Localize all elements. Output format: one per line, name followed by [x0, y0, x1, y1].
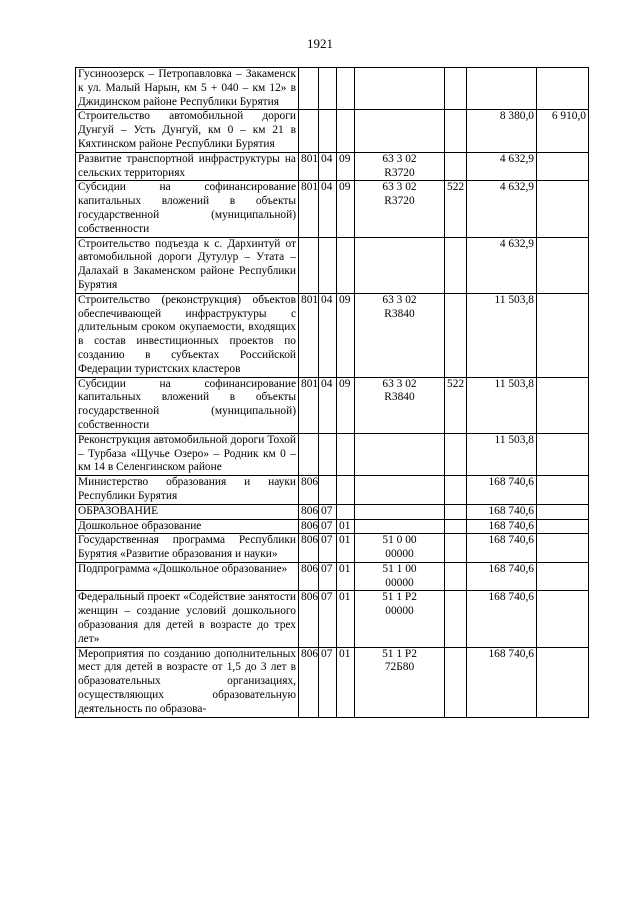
amount-year-1: 4 632,9: [467, 181, 537, 237]
expense-type-code: [445, 504, 467, 519]
target-article-part2: 00000: [385, 605, 414, 618]
target-article-part2: R3720: [384, 166, 415, 179]
amount-year-1: 4 632,9: [467, 237, 537, 293]
amount-year-1: 168 740,6: [467, 591, 537, 647]
amount-year-1: 168 740,6: [467, 519, 537, 534]
subsection-code: 01: [337, 534, 355, 563]
section-code: 04: [319, 293, 337, 377]
target-article-part2: 72Б80: [384, 661, 415, 674]
item-name: Федеральный проект «Содействие занятости женщин – создание условий дошкольного образования для детей в возрасте до трех лет»: [76, 591, 299, 647]
expense-type-code: [445, 534, 467, 563]
amount-year-2: 6 910,0: [537, 110, 589, 152]
table-row: [76, 68, 589, 110]
table-row: [76, 293, 589, 377]
section-code: 07: [319, 534, 337, 563]
table-row: [76, 110, 589, 152]
target-article-part2: R3720: [384, 195, 415, 208]
amount-year-1: 168 740,6: [467, 504, 537, 519]
subsection-code: [337, 476, 355, 505]
target-article-part1: 51 1 00: [382, 562, 417, 575]
target-article-part1: 51 1 P2: [382, 647, 417, 660]
section-code: [319, 110, 337, 152]
item-name: Субсидии на софинансирование капитальных вложений в объекты государственной (муниципальной) собственности: [76, 377, 299, 433]
section-code: [319, 433, 337, 475]
expense-type-code: [445, 591, 467, 647]
grbs-code: 806: [299, 504, 319, 519]
table-row: [76, 377, 589, 433]
item-name: Строительство (реконструкция) объектов обеспечивающей инфраструктуры с длительным сроком окупаемости, входящих в состав инвестиционных проектов по созданию в субъектах Российской Федерации туристских кластеров: [76, 293, 299, 377]
target-article-code: [355, 181, 445, 237]
table-row: [76, 237, 589, 293]
amount-year-1: 4 632,9: [467, 152, 537, 181]
subsection-code: 09: [337, 152, 355, 181]
grbs-code: 806: [299, 519, 319, 534]
amount-year-2: [537, 476, 589, 505]
amount-year-1: 168 740,6: [467, 534, 537, 563]
amount-year-2: [537, 293, 589, 377]
subsection-code: 09: [337, 377, 355, 433]
target-article-code: [355, 68, 445, 110]
item-name: Реконструкция автомобильной дороги Тохой – Турбаза «Щучье Озеро» – Родник км 0 – км 14 в Селенгинском районе: [76, 433, 299, 475]
item-name: Государственная программа Республики Бурятия «Развитие образования и науки»: [76, 534, 299, 563]
grbs-code: [299, 68, 319, 110]
target-article-code: [355, 377, 445, 433]
subsection-code: [337, 237, 355, 293]
grbs-code: 801: [299, 181, 319, 237]
item-name: Дошкольное образование: [76, 519, 299, 534]
amount-year-2: [537, 433, 589, 475]
target-article-code: [355, 519, 445, 534]
target-article-part1: 63 3 02: [382, 181, 417, 194]
item-name: Министерство образования и науки Республики Бурятия: [76, 476, 299, 505]
amount-year-1: 11 503,8: [467, 377, 537, 433]
subsection-code: [337, 110, 355, 152]
amount-year-2: [537, 647, 589, 717]
item-name: ОБРАЗОВАНИЕ: [76, 504, 299, 519]
target-article-part1: 63 3 02: [382, 152, 417, 165]
subsection-code: [337, 68, 355, 110]
subsection-code: [337, 433, 355, 475]
section-code: 04: [319, 181, 337, 237]
expense-type-code: [445, 476, 467, 505]
subsection-code: 01: [337, 647, 355, 717]
amount-year-2: [537, 591, 589, 647]
section-code: 04: [319, 377, 337, 433]
section-code: 04: [319, 152, 337, 181]
target-article-code: [355, 433, 445, 475]
target-article-code: [355, 293, 445, 377]
table-row: [76, 476, 589, 505]
grbs-code: [299, 110, 319, 152]
subsection-code: 01: [337, 591, 355, 647]
amount-year-2: [537, 152, 589, 181]
section-code: 07: [319, 519, 337, 534]
table-row: [76, 591, 589, 647]
grbs-code: 801: [299, 377, 319, 433]
table-row: [76, 647, 589, 717]
item-name: Подпрограмма «Дошкольное образование»: [76, 562, 299, 591]
subsection-code: 01: [337, 562, 355, 591]
target-article-code: [355, 237, 445, 293]
target-article-part1: 51 1 P2: [382, 591, 417, 604]
target-article-part1: 63 3 02: [382, 293, 417, 306]
expense-type-code: [445, 152, 467, 181]
table-row: [76, 152, 589, 181]
table-row: [76, 181, 589, 237]
grbs-code: 806: [299, 591, 319, 647]
expense-type-code: 522: [445, 377, 467, 433]
target-article-code: [355, 152, 445, 181]
item-name: Строительство автомобильной дороги Дунгуй – Усть Дунгуй, км 0 – км 21 в Кяхтинском районе Республики Бурятия: [76, 110, 299, 152]
amount-year-2: [537, 68, 589, 110]
expense-type-code: [445, 519, 467, 534]
target-article-part2: 00000: [385, 576, 414, 589]
grbs-code: [299, 433, 319, 475]
amount-year-2: [537, 562, 589, 591]
section-code: [319, 476, 337, 505]
item-name: Гусиноозерск – Петропавловка – Закаменск к ул. Малый Нарын, км 5 + 040 – км 12» в Джидинском районе Республики Бурятия: [76, 68, 299, 110]
target-article-part2: R3840: [384, 391, 415, 404]
expense-type-code: [445, 68, 467, 110]
budget-table: [75, 67, 589, 718]
target-article-part1: 63 3 02: [382, 377, 417, 390]
expense-type-code: [445, 293, 467, 377]
amount-year-1: 8 380,0: [467, 110, 537, 152]
target-article-code: [355, 476, 445, 505]
target-article-part2: 00000: [385, 548, 414, 561]
section-code: 07: [319, 504, 337, 519]
expense-type-code: [445, 433, 467, 475]
subsection-code: 09: [337, 293, 355, 377]
item-name: Развитие транспортной инфраструктуры на сельских территориях: [76, 152, 299, 181]
target-article-code: [355, 591, 445, 647]
amount-year-2: [537, 534, 589, 563]
amount-year-2: [537, 377, 589, 433]
subsection-code: 01: [337, 519, 355, 534]
amount-year-2: [537, 181, 589, 237]
target-article-code: [355, 534, 445, 563]
page-number: 1921: [307, 36, 333, 51]
amount-year-1: 168 740,6: [467, 562, 537, 591]
amount-year-1: 168 740,6: [467, 476, 537, 505]
table-row: [76, 562, 589, 591]
subsection-code: 09: [337, 181, 355, 237]
grbs-code: 806: [299, 647, 319, 717]
target-article-code: [355, 562, 445, 591]
section-code: 07: [319, 562, 337, 591]
table-row: [76, 519, 589, 534]
amount-year-1: 11 503,8: [467, 293, 537, 377]
item-name: Строительство подъезда к с. Дархинтуй от автомобильной дороги Дутулур – Утата – Далахай в Закаменском районе Республики Бурятия: [76, 237, 299, 293]
amount-year-1: 11 503,8: [467, 433, 537, 475]
grbs-code: 801: [299, 293, 319, 377]
target-article-code: [355, 504, 445, 519]
grbs-code: 806: [299, 562, 319, 591]
grbs-code: [299, 237, 319, 293]
table-body: [76, 68, 589, 718]
table-row: [76, 504, 589, 519]
amount-year-2: [537, 237, 589, 293]
grbs-code: 806: [299, 534, 319, 563]
expense-type-code: 522: [445, 181, 467, 237]
expense-type-code: [445, 237, 467, 293]
amount-year-2: [537, 519, 589, 534]
table-row: [76, 534, 589, 563]
section-code: [319, 237, 337, 293]
target-article-code: [355, 647, 445, 717]
target-article-part2: R3840: [384, 307, 415, 320]
section-code: 07: [319, 647, 337, 717]
amount-year-2: [537, 504, 589, 519]
expense-type-code: [445, 647, 467, 717]
amount-year-1: 168 740,6: [467, 647, 537, 717]
expense-type-code: [445, 562, 467, 591]
target-article-part1: 51 0 00: [382, 534, 417, 547]
item-name: Субсидии на софинансирование капитальных вложений в объекты государственной (муниципальной) собственности: [76, 181, 299, 237]
grbs-code: 806: [299, 476, 319, 505]
table-row: [76, 433, 589, 475]
section-code: 07: [319, 591, 337, 647]
subsection-code: [337, 504, 355, 519]
amount-year-1: [467, 68, 537, 110]
target-article-code: [355, 110, 445, 152]
expense-type-code: [445, 110, 467, 152]
section-code: [319, 68, 337, 110]
grbs-code: 801: [299, 152, 319, 181]
item-name: Мероприятия по созданию дополнительных мест для детей в возрасте от 1,5 до 3 лет в образовательных организациях, осуществляющих образовательную деятельность по образова-: [76, 647, 299, 717]
